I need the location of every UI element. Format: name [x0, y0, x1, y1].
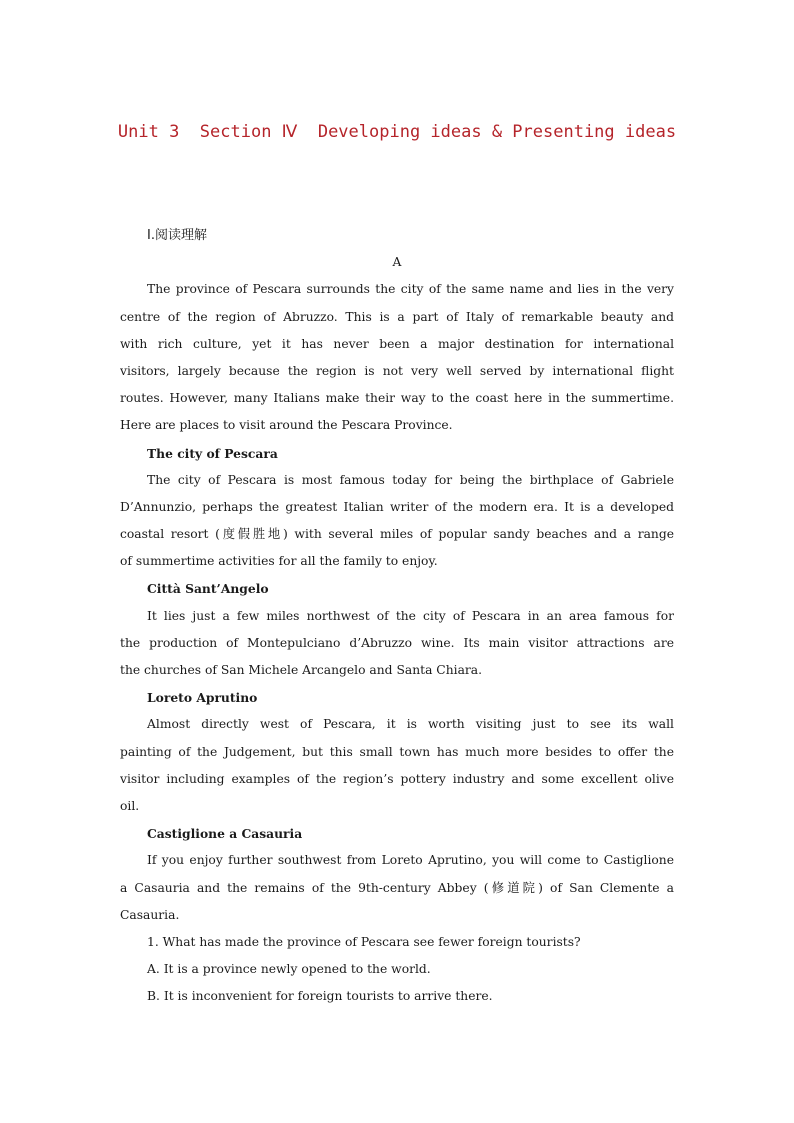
paragraph-line: coastal resort (度假胜地) with several miles of popular sandy beaches and a range [120, 527, 674, 542]
paragraph-line: Almost directly west of Pescara, it is worth visiting just to see its wall [147, 717, 674, 732]
section-heading: Ⅰ.阅读理解 [147, 228, 207, 243]
paragraph-line: Casauria. [120, 907, 180, 922]
paragraph-line: If you enjoy further southwest from Loreto Aprutino, you will come to Castiglione [147, 853, 674, 868]
question-option: A. It is a province newly opened to the world. [147, 962, 431, 977]
paragraph-line: with rich culture, yet it has never been a major destination for international [120, 336, 674, 351]
subheading-loreto: Loreto Aprutino [147, 690, 258, 706]
paragraph-line: visitors, largely because the region is not very well served by international flight [120, 363, 674, 378]
paragraph-line: a Casauria and the remains of the 9th-century Abbey (修道院) of San Clemente a [120, 880, 674, 895]
paragraph-line: Here are places to visit around the Pescara Province. [120, 418, 453, 433]
document-title: Unit 3 Section Ⅳ Developing ideas & Presenting ideas [117, 122, 677, 142]
paragraph-line: centre of the region of Abruzzo. This is a part of Italy of remarkable beauty and [120, 309, 674, 324]
paragraph-line: the production of Montepulciano d’Abruzzo wine. Its main visitor attractions are [120, 635, 674, 650]
subheading-castiglione: Castiglione a Casauria [147, 826, 303, 842]
paragraph-line: The city of Pescara is most famous today for being the birthplace of Gabriele [147, 472, 674, 487]
paragraph-line: oil. [120, 798, 140, 813]
paragraph-line: The province of Pescara surrounds the city of the same name and lies in the very [147, 282, 674, 297]
question-stem: 1. What has made the province of Pescara see fewer foreign tourists? [147, 934, 581, 949]
paragraph-line: D’Annunzio, perhaps the greatest Italian writer of the modern era. It is a developed [120, 499, 674, 514]
subheading-pescara: The city of Pescara [147, 445, 278, 461]
paragraph-line: visitor including examples of the region’s pottery industry and some excellent olive [120, 771, 674, 786]
paragraph-line: painting of the Judgement, but this small town has much more besides to offer the [120, 744, 674, 759]
paragraph-line: routes. However, many Italians make their way to the coast here in the summertime. [120, 391, 674, 406]
document-body [120, 222, 674, 1010]
paragraph-line: It lies just a few miles northwest of the city of Pescara in an area famous for [147, 608, 674, 623]
paragraph-line: of summertime activities for all the family to enjoy. [120, 554, 438, 569]
subheading-citta: Città Sant’Angelo [147, 581, 269, 597]
passage-label: A [392, 255, 402, 270]
question-option: B. It is inconvenient for foreign tourists to arrive there. [147, 989, 493, 1004]
paragraph-line: the churches of San Michele Arcangelo and Santa Chiara. [120, 663, 483, 677]
